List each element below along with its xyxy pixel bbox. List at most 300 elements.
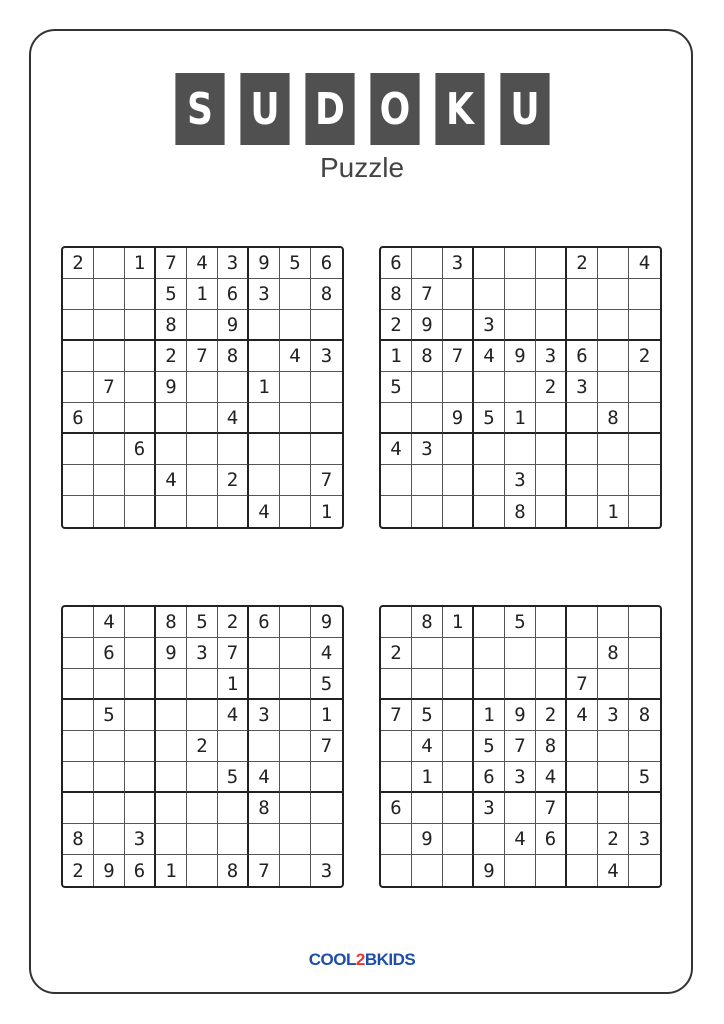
sudoku-cell[interactable] xyxy=(311,824,342,855)
sudoku-cell[interactable] xyxy=(311,403,342,434)
sudoku-cell[interactable] xyxy=(187,700,218,731)
sudoku-cell[interactable] xyxy=(567,403,598,434)
sudoku-cell[interactable]: 4 xyxy=(218,700,249,731)
sudoku-cell[interactable] xyxy=(94,496,125,527)
sudoku-cell[interactable] xyxy=(505,855,536,886)
sudoku-cell[interactable]: 1 xyxy=(443,607,474,638)
sudoku-cell[interactable] xyxy=(125,607,156,638)
sudoku-cell[interactable]: 1 xyxy=(218,669,249,700)
sudoku-cell[interactable]: 2 xyxy=(381,638,412,669)
sudoku-cell[interactable]: 8 xyxy=(598,403,629,434)
sudoku-cell[interactable]: 8 xyxy=(536,731,567,762)
sudoku-cell[interactable] xyxy=(187,793,218,824)
sudoku-cell[interactable] xyxy=(187,434,218,465)
sudoku-cell[interactable]: 6 xyxy=(381,248,412,279)
sudoku-cell[interactable] xyxy=(381,496,412,527)
sudoku-cell[interactable] xyxy=(443,638,474,669)
sudoku-cell[interactable]: 2 xyxy=(629,341,660,372)
sudoku-cell[interactable]: 6 xyxy=(94,638,125,669)
sudoku-cell[interactable]: 3 xyxy=(311,341,342,372)
sudoku-cell[interactable] xyxy=(629,310,660,341)
sudoku-cell[interactable]: 1 xyxy=(505,403,536,434)
sudoku-cell[interactable]: 9 xyxy=(156,638,187,669)
sudoku-cell[interactable] xyxy=(218,824,249,855)
sudoku-cell[interactable] xyxy=(280,762,311,793)
sudoku-cell[interactable] xyxy=(249,669,280,700)
sudoku-cell[interactable]: 5 xyxy=(311,669,342,700)
sudoku-cell[interactable] xyxy=(249,638,280,669)
sudoku-cell[interactable]: 9 xyxy=(94,855,125,886)
sudoku-cell[interactable] xyxy=(187,496,218,527)
sudoku-cell[interactable] xyxy=(249,310,280,341)
sudoku-cell[interactable]: 4 xyxy=(187,248,218,279)
sudoku-cell[interactable]: 9 xyxy=(505,700,536,731)
sudoku-cell[interactable] xyxy=(280,279,311,310)
sudoku-cell[interactable] xyxy=(629,731,660,762)
sudoku-cell[interactable] xyxy=(311,793,342,824)
sudoku-cell[interactable]: 5 xyxy=(94,700,125,731)
sudoku-cell[interactable] xyxy=(125,403,156,434)
sudoku-cell[interactable]: 2 xyxy=(536,700,567,731)
sudoku-cell[interactable]: 7 xyxy=(218,638,249,669)
sudoku-cell[interactable]: 7 xyxy=(381,700,412,731)
sudoku-cell[interactable] xyxy=(629,669,660,700)
sudoku-cell[interactable] xyxy=(474,248,505,279)
sudoku-cell[interactable] xyxy=(381,403,412,434)
sudoku-cell[interactable]: 1 xyxy=(412,762,443,793)
sudoku-cell[interactable] xyxy=(536,310,567,341)
sudoku-cell[interactable]: 9 xyxy=(443,403,474,434)
sudoku-cell[interactable]: 4 xyxy=(311,638,342,669)
sudoku-cell[interactable] xyxy=(629,793,660,824)
sudoku-cell[interactable] xyxy=(505,248,536,279)
sudoku-cell[interactable]: 8 xyxy=(218,855,249,886)
sudoku-cell[interactable] xyxy=(187,465,218,496)
sudoku-cell[interactable]: 9 xyxy=(249,248,280,279)
sudoku-cell[interactable] xyxy=(156,669,187,700)
sudoku-cell[interactable] xyxy=(94,465,125,496)
sudoku-cell[interactable]: 9 xyxy=(505,341,536,372)
sudoku-cell[interactable]: 6 xyxy=(567,341,598,372)
sudoku-cell[interactable] xyxy=(505,310,536,341)
sudoku-cell[interactable] xyxy=(474,372,505,403)
sudoku-cell[interactable] xyxy=(311,372,342,403)
sudoku-cell[interactable] xyxy=(443,855,474,886)
sudoku-cell[interactable]: 9 xyxy=(156,372,187,403)
sudoku-cell[interactable]: 1 xyxy=(381,341,412,372)
sudoku-cell[interactable] xyxy=(125,372,156,403)
sudoku-cell[interactable] xyxy=(280,855,311,886)
sudoku-cell[interactable]: 7 xyxy=(311,465,342,496)
sudoku-cell[interactable] xyxy=(381,669,412,700)
sudoku-cell[interactable] xyxy=(63,434,94,465)
sudoku-cell[interactable]: 3 xyxy=(443,248,474,279)
sudoku-cell[interactable] xyxy=(536,607,567,638)
sudoku-cell[interactable] xyxy=(443,731,474,762)
sudoku-cell[interactable]: 3 xyxy=(249,700,280,731)
sudoku-cell[interactable] xyxy=(280,496,311,527)
sudoku-cell[interactable]: 3 xyxy=(505,762,536,793)
sudoku-cell[interactable]: 8 xyxy=(412,607,443,638)
sudoku-cell[interactable] xyxy=(94,824,125,855)
sudoku-cell[interactable]: 4 xyxy=(218,403,249,434)
sudoku-cell[interactable]: 1 xyxy=(311,700,342,731)
sudoku-cell[interactable]: 8 xyxy=(156,607,187,638)
sudoku-cell[interactable] xyxy=(443,793,474,824)
sudoku-cell[interactable] xyxy=(629,638,660,669)
sudoku-cell[interactable]: 9 xyxy=(412,310,443,341)
sudoku-cell[interactable]: 3 xyxy=(474,793,505,824)
sudoku-cell[interactable] xyxy=(63,638,94,669)
sudoku-cell[interactable] xyxy=(125,341,156,372)
sudoku-cell[interactable]: 4 xyxy=(505,824,536,855)
sudoku-cell[interactable] xyxy=(536,496,567,527)
sudoku-cell[interactable] xyxy=(381,731,412,762)
sudoku-cell[interactable] xyxy=(218,731,249,762)
sudoku-cell[interactable] xyxy=(156,403,187,434)
sudoku-cell[interactable] xyxy=(311,310,342,341)
sudoku-cell[interactable] xyxy=(629,607,660,638)
sudoku-cell[interactable]: 7 xyxy=(187,341,218,372)
sudoku-cell[interactable] xyxy=(412,496,443,527)
sudoku-cell[interactable] xyxy=(125,793,156,824)
sudoku-cell[interactable]: 6 xyxy=(311,248,342,279)
sudoku-cell[interactable] xyxy=(218,793,249,824)
sudoku-cell[interactable] xyxy=(567,279,598,310)
sudoku-cell[interactable] xyxy=(412,248,443,279)
sudoku-cell[interactable] xyxy=(156,434,187,465)
sudoku-cell[interactable] xyxy=(280,310,311,341)
sudoku-cell[interactable] xyxy=(536,638,567,669)
sudoku-cell[interactable]: 3 xyxy=(598,700,629,731)
sudoku-cell[interactable]: 8 xyxy=(381,279,412,310)
sudoku-cell[interactable]: 8 xyxy=(629,700,660,731)
sudoku-cell[interactable] xyxy=(629,434,660,465)
sudoku-cell[interactable]: 4 xyxy=(629,248,660,279)
sudoku-cell[interactable]: 4 xyxy=(381,434,412,465)
sudoku-cell[interactable] xyxy=(598,607,629,638)
sudoku-cell[interactable]: 4 xyxy=(249,496,280,527)
sudoku-cell[interactable] xyxy=(536,248,567,279)
sudoku-cell[interactable]: 4 xyxy=(280,341,311,372)
sudoku-cell[interactable] xyxy=(156,731,187,762)
sudoku-cell[interactable]: 7 xyxy=(536,793,567,824)
sudoku-cell[interactable] xyxy=(125,700,156,731)
sudoku-cell[interactable] xyxy=(567,824,598,855)
sudoku-cell[interactable] xyxy=(156,496,187,527)
sudoku-cell[interactable] xyxy=(249,731,280,762)
sudoku-cell[interactable] xyxy=(505,793,536,824)
sudoku-cell[interactable] xyxy=(505,279,536,310)
sudoku-cell[interactable] xyxy=(280,638,311,669)
sudoku-cell[interactable] xyxy=(218,496,249,527)
sudoku-cell[interactable]: 3 xyxy=(249,279,280,310)
sudoku-cell[interactable] xyxy=(280,465,311,496)
sudoku-cell[interactable]: 3 xyxy=(505,465,536,496)
sudoku-cell[interactable] xyxy=(412,638,443,669)
sudoku-cell[interactable]: 7 xyxy=(94,372,125,403)
sudoku-cell[interactable] xyxy=(443,279,474,310)
sudoku-cell[interactable]: 1 xyxy=(320,500,333,523)
sudoku-cell[interactable] xyxy=(125,762,156,793)
sudoku-cell[interactable]: 3 xyxy=(567,372,598,403)
sudoku-cell[interactable]: 2 xyxy=(218,607,249,638)
sudoku-cell[interactable] xyxy=(598,248,629,279)
sudoku-cell[interactable] xyxy=(280,824,311,855)
sudoku-cell[interactable] xyxy=(125,496,156,527)
sudoku-cell[interactable] xyxy=(629,855,660,886)
sudoku-cell[interactable]: 5 xyxy=(505,607,536,638)
sudoku-cell[interactable] xyxy=(280,731,311,762)
sudoku-cell[interactable] xyxy=(381,762,412,793)
sudoku-cell[interactable]: 4 xyxy=(474,341,505,372)
sudoku-cell[interactable]: 3 xyxy=(218,248,249,279)
sudoku-cell[interactable]: 3 xyxy=(412,434,443,465)
sudoku-cell[interactable]: 2 xyxy=(63,855,94,886)
sudoku-cell[interactable]: 4 xyxy=(94,607,125,638)
sudoku-cell[interactable] xyxy=(63,669,94,700)
sudoku-cell[interactable]: 4 xyxy=(412,731,443,762)
sudoku-cell[interactable] xyxy=(280,372,311,403)
sudoku-cell[interactable]: 8 xyxy=(412,341,443,372)
sudoku-cell[interactable] xyxy=(629,279,660,310)
sudoku-cell[interactable]: 7 xyxy=(443,341,474,372)
sudoku-cell[interactable]: 3 xyxy=(474,310,505,341)
sudoku-cell[interactable] xyxy=(94,434,125,465)
sudoku-cell[interactable] xyxy=(443,824,474,855)
sudoku-cell[interactable] xyxy=(598,372,629,403)
sudoku-cell[interactable] xyxy=(567,607,598,638)
sudoku-cell[interactable] xyxy=(63,731,94,762)
sudoku-cell[interactable] xyxy=(536,669,567,700)
sudoku-cell[interactable]: 1 xyxy=(156,855,187,886)
sudoku-cell[interactable] xyxy=(156,762,187,793)
sudoku-cell[interactable] xyxy=(412,403,443,434)
sudoku-cell[interactable] xyxy=(536,403,567,434)
sudoku-cell[interactable]: 6 xyxy=(249,607,280,638)
sudoku-cell[interactable]: 1 xyxy=(598,496,629,527)
sudoku-cell[interactable] xyxy=(412,855,443,886)
sudoku-cell[interactable]: 6 xyxy=(381,793,412,824)
sudoku-cell[interactable] xyxy=(567,465,598,496)
sudoku-cell[interactable] xyxy=(567,638,598,669)
sudoku-cell[interactable] xyxy=(598,279,629,310)
sudoku-cell[interactable] xyxy=(63,607,94,638)
sudoku-cell[interactable]: 2 xyxy=(536,372,567,403)
sudoku-cell[interactable]: 1 xyxy=(249,372,280,403)
sudoku-cell[interactable] xyxy=(412,372,443,403)
sudoku-cell[interactable]: 5 xyxy=(474,403,505,434)
sudoku-cell[interactable]: 2 xyxy=(63,248,94,279)
sudoku-cell[interactable] xyxy=(125,731,156,762)
sudoku-cell[interactable] xyxy=(156,793,187,824)
sudoku-cell[interactable] xyxy=(249,824,280,855)
sudoku-cell[interactable] xyxy=(443,434,474,465)
sudoku-cell[interactable] xyxy=(156,700,187,731)
sudoku-cell[interactable] xyxy=(443,762,474,793)
sudoku-cell[interactable] xyxy=(412,793,443,824)
sudoku-cell[interactable] xyxy=(280,434,311,465)
sudoku-cell[interactable]: 9 xyxy=(474,855,505,886)
sudoku-cell[interactable] xyxy=(63,793,94,824)
sudoku-cell[interactable] xyxy=(94,793,125,824)
sudoku-cell[interactable]: 2 xyxy=(567,248,598,279)
sudoku-cell[interactable] xyxy=(412,669,443,700)
sudoku-cell[interactable] xyxy=(381,465,412,496)
sudoku-cell[interactable] xyxy=(474,669,505,700)
sudoku-cell[interactable]: 8 xyxy=(598,638,629,669)
sudoku-cell[interactable] xyxy=(125,638,156,669)
sudoku-cell[interactable]: 7 xyxy=(249,855,280,886)
sudoku-cell[interactable] xyxy=(249,403,280,434)
sudoku-cell[interactable] xyxy=(187,310,218,341)
sudoku-cell[interactable] xyxy=(125,465,156,496)
sudoku-cell[interactable]: 2 xyxy=(381,310,412,341)
sudoku-cell[interactable]: 9 xyxy=(218,310,249,341)
sudoku-cell[interactable] xyxy=(125,310,156,341)
sudoku-cell[interactable] xyxy=(187,669,218,700)
sudoku-cell[interactable] xyxy=(381,855,412,886)
sudoku-cell[interactable] xyxy=(629,496,660,527)
sudoku-cell[interactable]: 5 xyxy=(156,279,187,310)
sudoku-cell[interactable] xyxy=(249,341,280,372)
sudoku-cell[interactable] xyxy=(94,762,125,793)
sudoku-cell[interactable] xyxy=(187,855,218,886)
sudoku-cell[interactable] xyxy=(249,434,280,465)
sudoku-cell[interactable] xyxy=(474,279,505,310)
sudoku-cell[interactable]: 8 xyxy=(156,310,187,341)
sudoku-cell[interactable]: 3 xyxy=(187,638,218,669)
sudoku-cell[interactable]: 6 xyxy=(536,824,567,855)
sudoku-cell[interactable] xyxy=(567,793,598,824)
sudoku-cell[interactable] xyxy=(249,465,280,496)
sudoku-cell[interactable] xyxy=(63,372,94,403)
sudoku-cell[interactable] xyxy=(311,762,342,793)
sudoku-cell[interactable]: 4 xyxy=(598,855,629,886)
sudoku-cell[interactable]: 4 xyxy=(567,700,598,731)
sudoku-cell[interactable] xyxy=(311,434,342,465)
sudoku-cell[interactable] xyxy=(629,465,660,496)
sudoku-cell[interactable]: 2 xyxy=(598,824,629,855)
sudoku-cell[interactable]: 5 xyxy=(218,762,249,793)
sudoku-cell[interactable] xyxy=(94,279,125,310)
sudoku-cell[interactable] xyxy=(443,372,474,403)
sudoku-cell[interactable] xyxy=(412,465,443,496)
sudoku-cell[interactable] xyxy=(443,669,474,700)
sudoku-cell[interactable]: 9 xyxy=(412,824,443,855)
sudoku-cell[interactable] xyxy=(536,279,567,310)
sudoku-cell[interactable] xyxy=(125,279,156,310)
sudoku-cell[interactable] xyxy=(474,496,505,527)
sudoku-cell[interactable] xyxy=(505,669,536,700)
sudoku-cell[interactable] xyxy=(94,341,125,372)
sudoku-cell[interactable] xyxy=(94,310,125,341)
sudoku-cell[interactable]: 6 xyxy=(125,855,156,886)
sudoku-cell[interactable]: 4 xyxy=(536,762,567,793)
sudoku-cell[interactable] xyxy=(94,669,125,700)
sudoku-cell[interactable] xyxy=(474,824,505,855)
sudoku-cell[interactable]: 4 xyxy=(249,762,280,793)
sudoku-cell[interactable] xyxy=(63,341,94,372)
sudoku-cell[interactable]: 1 xyxy=(474,700,505,731)
sudoku-cell[interactable] xyxy=(187,372,218,403)
sudoku-cell[interactable] xyxy=(598,310,629,341)
sudoku-cell[interactable] xyxy=(156,824,187,855)
sudoku-cell[interactable]: 2 xyxy=(218,465,249,496)
sudoku-cell[interactable] xyxy=(567,496,598,527)
sudoku-cell[interactable] xyxy=(598,465,629,496)
sudoku-cell[interactable] xyxy=(280,607,311,638)
sudoku-cell[interactable] xyxy=(629,372,660,403)
sudoku-cell[interactable] xyxy=(629,403,660,434)
sudoku-cell[interactable] xyxy=(94,248,125,279)
sudoku-cell[interactable] xyxy=(443,700,474,731)
sudoku-cell[interactable] xyxy=(474,465,505,496)
sudoku-cell[interactable]: 7 xyxy=(505,731,536,762)
sudoku-cell[interactable] xyxy=(505,434,536,465)
sudoku-cell[interactable] xyxy=(598,793,629,824)
sudoku-cell[interactable]: 8 xyxy=(311,279,342,310)
sudoku-cell[interactable]: 1 xyxy=(187,279,218,310)
sudoku-cell[interactable]: 5 xyxy=(412,700,443,731)
sudoku-cell[interactable]: 5 xyxy=(474,731,505,762)
sudoku-cell[interactable]: 6 xyxy=(63,403,94,434)
sudoku-cell[interactable]: 7 xyxy=(412,279,443,310)
sudoku-cell[interactable] xyxy=(63,496,94,527)
sudoku-cell[interactable] xyxy=(536,465,567,496)
sudoku-cell[interactable] xyxy=(474,638,505,669)
sudoku-cell[interactable]: 7 xyxy=(156,248,187,279)
sudoku-cell[interactable] xyxy=(536,434,567,465)
sudoku-cell[interactable]: 2 xyxy=(187,731,218,762)
sudoku-cell[interactable]: 6 xyxy=(474,762,505,793)
sudoku-cell[interactable]: 6 xyxy=(125,434,156,465)
sudoku-cell[interactable] xyxy=(381,824,412,855)
sudoku-cell[interactable]: 8 xyxy=(249,793,280,824)
sudoku-cell[interactable] xyxy=(443,465,474,496)
sudoku-cell[interactable]: 4 xyxy=(156,465,187,496)
sudoku-cell[interactable] xyxy=(218,434,249,465)
sudoku-cell[interactable] xyxy=(280,700,311,731)
sudoku-cell[interactable] xyxy=(381,607,412,638)
sudoku-cell[interactable]: 1 xyxy=(125,248,156,279)
sudoku-cell[interactable] xyxy=(125,669,156,700)
sudoku-cell[interactable] xyxy=(187,403,218,434)
sudoku-cell[interactable] xyxy=(63,310,94,341)
sudoku-cell[interactable] xyxy=(598,762,629,793)
sudoku-cell[interactable] xyxy=(63,465,94,496)
sudoku-cell[interactable] xyxy=(598,731,629,762)
sudoku-cell[interactable]: 8 xyxy=(218,341,249,372)
sudoku-cell[interactable] xyxy=(474,434,505,465)
sudoku-cell[interactable] xyxy=(280,669,311,700)
sudoku-cell[interactable] xyxy=(63,762,94,793)
sudoku-cell[interactable] xyxy=(187,762,218,793)
sudoku-cell[interactable] xyxy=(218,372,249,403)
sudoku-cell[interactable] xyxy=(598,341,629,372)
sudoku-cell[interactable] xyxy=(567,434,598,465)
sudoku-cell[interactable] xyxy=(567,310,598,341)
sudoku-cell[interactable] xyxy=(567,731,598,762)
sudoku-cell[interactable] xyxy=(505,372,536,403)
sudoku-cell[interactable] xyxy=(443,496,474,527)
sudoku-cell[interactable]: 8 xyxy=(505,496,536,527)
sudoku-cell[interactable] xyxy=(187,824,218,855)
sudoku-cell[interactable] xyxy=(505,638,536,669)
sudoku-cell[interactable] xyxy=(536,855,567,886)
sudoku-cell[interactable]: 3 xyxy=(320,859,333,882)
sudoku-cell[interactable] xyxy=(63,700,94,731)
